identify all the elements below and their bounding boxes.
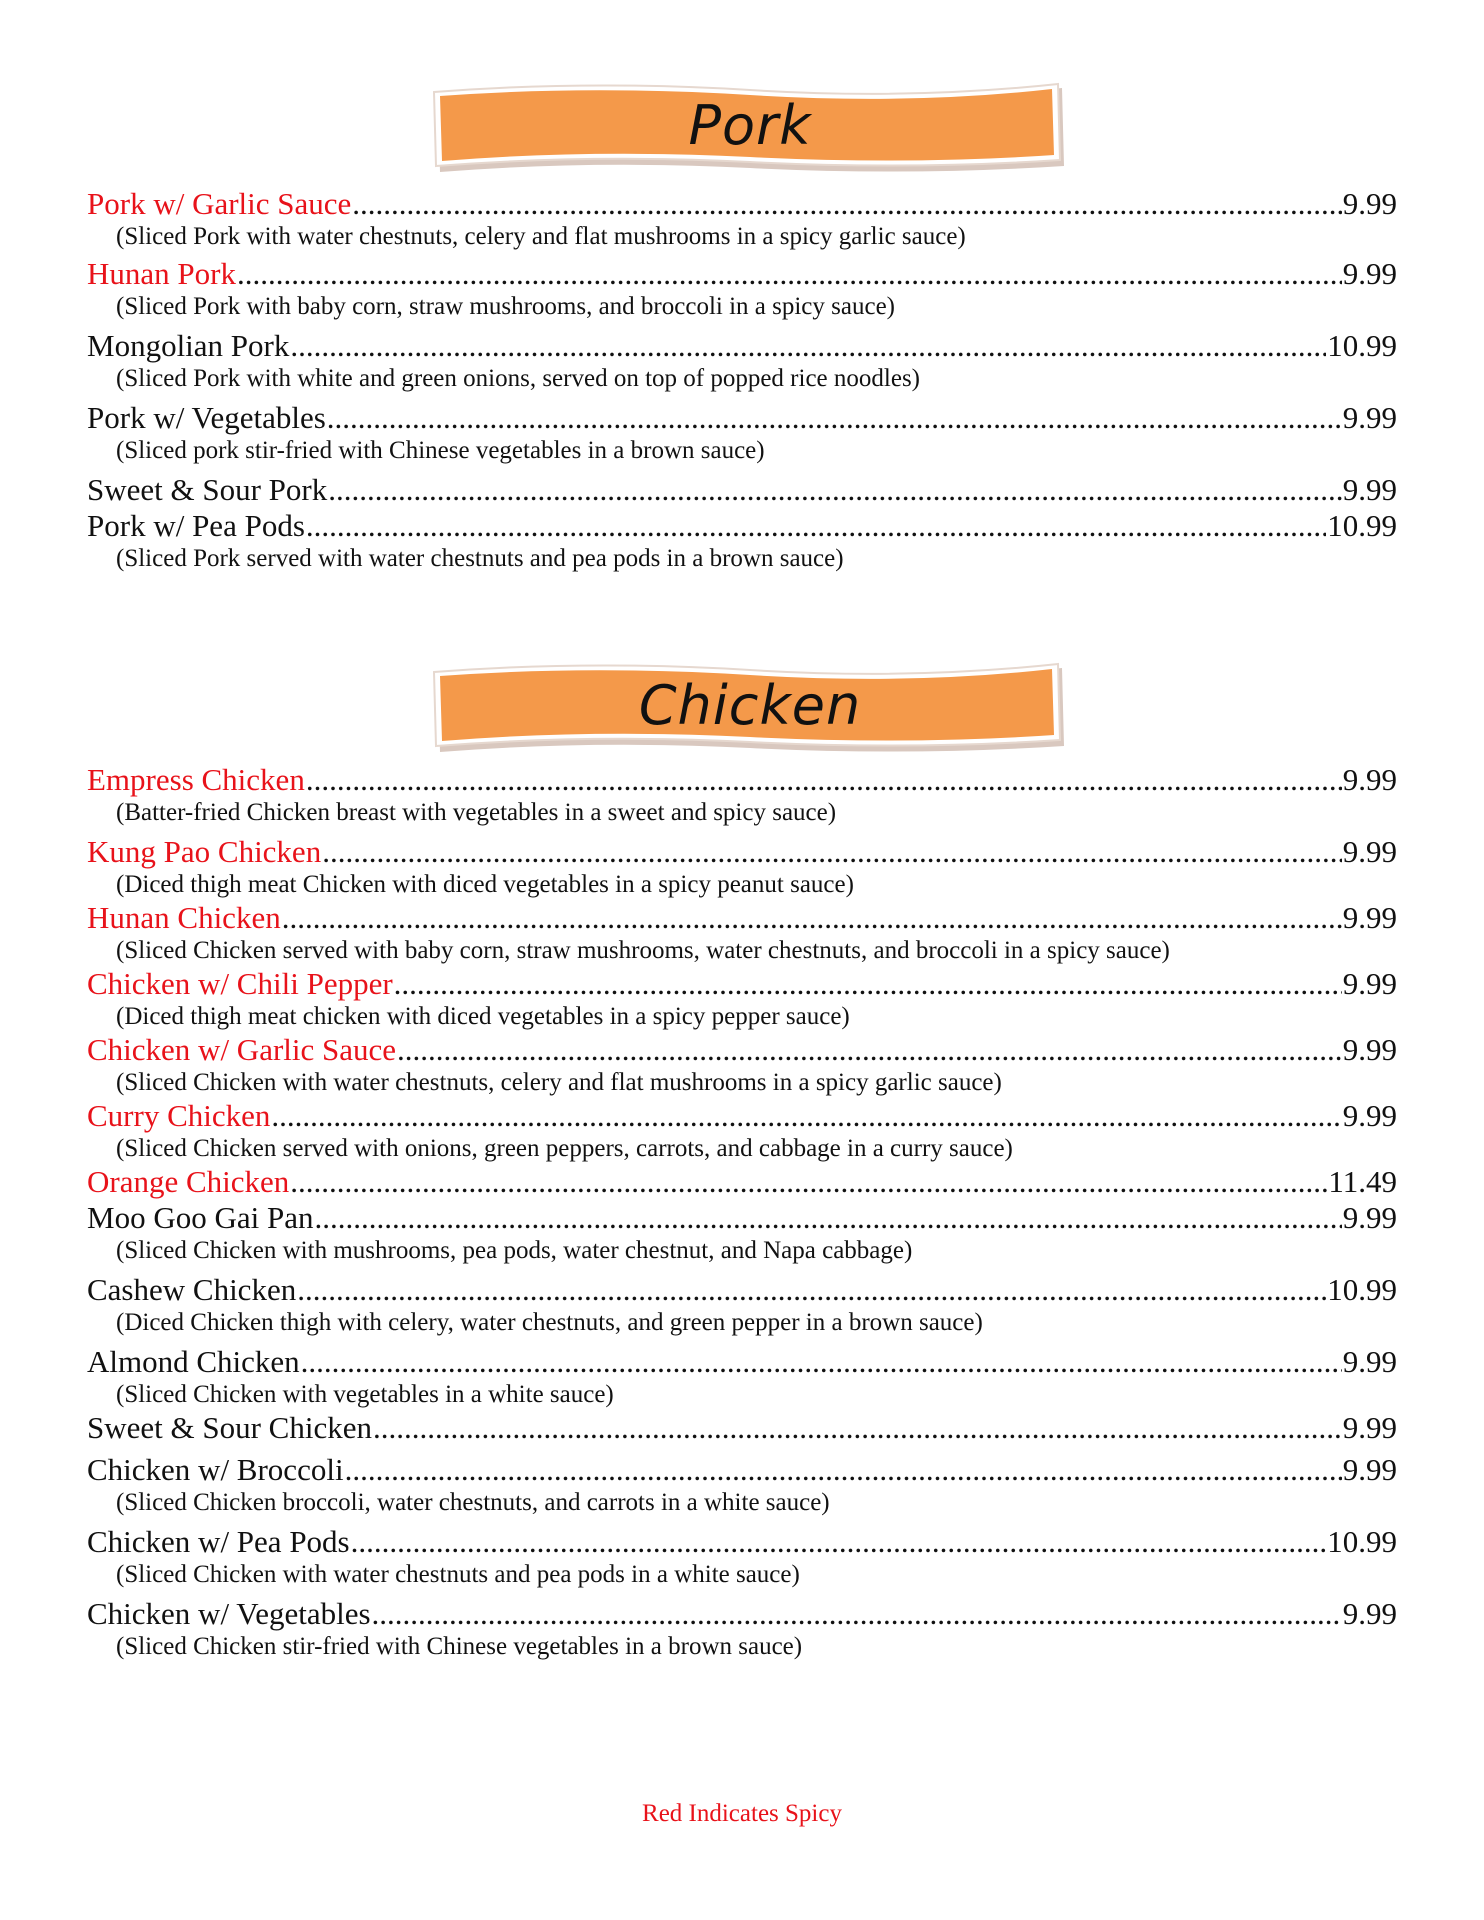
menu-item bbox=[87, 1410, 1397, 1446]
menu-item-line bbox=[87, 472, 1397, 508]
dish-description: (Batter-fried Chicken breast with vegetables in a sweet and spicy sauce) bbox=[116, 799, 837, 826]
dot-leader bbox=[271, 1098, 1341, 1134]
menu-item-line bbox=[87, 1164, 1397, 1200]
chicken-section bbox=[87, 762, 1397, 1662]
dish-name: Pork w/ Vegetables bbox=[87, 400, 326, 435]
menu-item bbox=[87, 834, 1397, 900]
dish-price: 9.99 bbox=[1342, 1344, 1397, 1379]
dish-price: 9.99 bbox=[1342, 834, 1397, 869]
dot-leader bbox=[327, 400, 1342, 436]
menu-item-line bbox=[87, 1452, 1397, 1488]
dish-name: Mongolian Pork bbox=[87, 328, 290, 363]
dish-price: 10.99 bbox=[1327, 1524, 1397, 1559]
menu-item bbox=[87, 762, 1397, 828]
dish-name: Chicken w/ Vegetables bbox=[87, 1596, 371, 1631]
dish-price: 9.99 bbox=[1342, 186, 1397, 221]
dot-leader bbox=[306, 762, 1342, 798]
pork-section bbox=[87, 186, 1397, 574]
dot-leader bbox=[301, 1344, 1342, 1380]
menu-item-line bbox=[87, 400, 1397, 436]
dot-leader bbox=[351, 1524, 1327, 1560]
menu-item-line bbox=[87, 1596, 1397, 1632]
menu-item-line bbox=[87, 1098, 1397, 1134]
dish-price: 9.99 bbox=[1342, 900, 1397, 935]
menu-item bbox=[87, 400, 1397, 466]
menu-item bbox=[87, 472, 1397, 508]
dish-name: Hunan Pork bbox=[87, 256, 236, 291]
dish-description: (Sliced Chicken stir-fried with Chinese vegetables in a brown sauce) bbox=[116, 1633, 803, 1660]
dot-leader bbox=[290, 328, 1326, 364]
menu-item-line bbox=[87, 1524, 1397, 1560]
dish-price: 9.99 bbox=[1342, 1452, 1397, 1487]
dish-description: (Diced thigh meat chicken with diced vegetables in a spicy pepper sauce) bbox=[116, 1003, 850, 1030]
dot-leader bbox=[372, 1596, 1342, 1632]
dish-description: (Sliced Pork with water chestnuts, celery and flat mushrooms in a spicy garlic sauce) bbox=[116, 223, 966, 250]
dish-price: 9.99 bbox=[1342, 1032, 1397, 1067]
menu-item bbox=[87, 508, 1397, 574]
chicken-banner bbox=[430, 662, 1070, 758]
dish-price: 9.99 bbox=[1342, 400, 1397, 435]
dot-leader bbox=[328, 472, 1342, 508]
dish-name: Chicken w/ Chili Pepper bbox=[87, 966, 393, 1001]
menu-item-line bbox=[87, 1200, 1397, 1236]
dot-leader bbox=[237, 256, 1342, 292]
dish-price: 11.49 bbox=[1328, 1164, 1397, 1199]
menu-item-line bbox=[87, 1344, 1397, 1380]
menu-item-line bbox=[87, 1272, 1397, 1308]
menu-item-line bbox=[87, 1032, 1397, 1068]
dish-name: Curry Chicken bbox=[87, 1098, 271, 1133]
menu-item-line bbox=[87, 900, 1397, 936]
dish-description: (Sliced Pork served with water chestnuts and pea pods in a brown sauce) bbox=[116, 545, 844, 572]
menu-item bbox=[87, 966, 1397, 1032]
dish-price: 9.99 bbox=[1342, 1200, 1397, 1235]
dish-name: Cashew Chicken bbox=[87, 1272, 297, 1307]
dish-name: Pork w/ Garlic Sauce bbox=[87, 186, 352, 221]
dish-name: Kung Pao Chicken bbox=[87, 834, 322, 869]
dish-price: 10.99 bbox=[1327, 328, 1397, 363]
dish-description: (Sliced Chicken served with onions, green peppers, carrots, and cabbage in a curry sauce) bbox=[116, 1135, 1013, 1162]
dish-price: 10.99 bbox=[1327, 1272, 1397, 1307]
menu-item-line bbox=[87, 508, 1397, 544]
dish-name: Almond Chicken bbox=[87, 1344, 300, 1379]
dish-description: (Sliced Chicken with mushrooms, pea pods, water chestnut, and Napa cabbage) bbox=[116, 1237, 913, 1264]
dish-price: 9.99 bbox=[1342, 256, 1397, 291]
menu-item bbox=[87, 1032, 1397, 1098]
dot-leader bbox=[282, 900, 1342, 936]
dish-name: Chicken w/ Garlic Sauce bbox=[87, 1032, 397, 1067]
menu-item-line bbox=[87, 186, 1397, 222]
spicy-legend: Red Indicates Spicy bbox=[642, 1800, 842, 1827]
dish-description: (Sliced Chicken served with baby corn, straw mushrooms, water chestnuts, and broccoli in a spicy sauce) bbox=[116, 937, 1170, 964]
dish-price: 9.99 bbox=[1342, 1596, 1397, 1631]
menu-item bbox=[87, 256, 1397, 322]
dot-leader bbox=[314, 1200, 1341, 1236]
menu-item-line bbox=[87, 256, 1397, 292]
dot-leader bbox=[394, 966, 1342, 1002]
dish-description: (Sliced Pork with baby corn, straw mushrooms, and broccoli in a spicy sauce) bbox=[116, 293, 895, 320]
dot-leader bbox=[290, 1164, 1327, 1200]
menu-item-line bbox=[87, 762, 1397, 798]
dot-leader bbox=[297, 1272, 1326, 1308]
dish-description: (Sliced pork stir-fried with Chinese vegetables in a brown sauce) bbox=[116, 437, 765, 464]
menu-item bbox=[87, 1272, 1397, 1338]
dish-name: Empress Chicken bbox=[87, 762, 305, 797]
menu-item bbox=[87, 328, 1397, 394]
dot-leader bbox=[345, 1452, 1342, 1488]
dish-name: Chicken w/ Pea Pods bbox=[87, 1524, 350, 1559]
menu-item-line bbox=[87, 834, 1397, 870]
dish-name: Hunan Chicken bbox=[87, 900, 281, 935]
dish-name: Orange Chicken bbox=[87, 1164, 290, 1199]
menu-item bbox=[87, 1344, 1397, 1410]
menu-item bbox=[87, 1524, 1397, 1590]
menu-item bbox=[87, 1200, 1397, 1266]
dot-leader bbox=[306, 508, 1326, 544]
menu-item-line bbox=[87, 328, 1397, 364]
dish-description: (Sliced Chicken with vegetables in a white sauce) bbox=[116, 1381, 614, 1408]
dish-description: (Diced thigh meat Chicken with diced vegetables in a spicy peanut sauce) bbox=[116, 871, 854, 898]
menu-item bbox=[87, 1164, 1397, 1200]
dish-name: Moo Goo Gai Pan bbox=[87, 1200, 314, 1235]
menu-item bbox=[87, 186, 1397, 252]
dish-name: Sweet & Sour Chicken bbox=[87, 1410, 372, 1445]
dish-description: (Sliced Chicken with water chestnuts, celery and flat mushrooms in a spicy garlic sauce) bbox=[116, 1069, 1002, 1096]
dot-leader bbox=[397, 1032, 1342, 1068]
menu-item bbox=[87, 1098, 1397, 1164]
dish-price: 9.99 bbox=[1342, 472, 1397, 507]
dish-description: (Diced Chicken thigh with celery, water chestnuts, and green pepper in a brown sauce) bbox=[116, 1309, 983, 1336]
dish-price: 9.99 bbox=[1342, 762, 1397, 797]
section-title: Pork bbox=[688, 93, 812, 157]
dish-description: (Sliced Pork with white and green onions, served on top of popped rice noodles) bbox=[116, 365, 920, 392]
dot-leader bbox=[373, 1410, 1342, 1446]
dish-name: Pork w/ Pea Pods bbox=[87, 508, 305, 543]
dish-price: 9.99 bbox=[1342, 1098, 1397, 1133]
dish-description: (Sliced Chicken broccoli, water chestnuts, and carrots in a white sauce) bbox=[116, 1489, 830, 1516]
dish-description: (Sliced Chicken with water chestnuts and pea pods in a white sauce) bbox=[116, 1561, 800, 1588]
dot-leader bbox=[322, 834, 1342, 870]
menu-item-line bbox=[87, 1410, 1397, 1446]
dish-name: Sweet & Sour Pork bbox=[87, 472, 328, 507]
pork-banner bbox=[430, 82, 1070, 178]
dish-price: 9.99 bbox=[1342, 966, 1397, 1001]
menu-item bbox=[87, 1596, 1397, 1662]
dish-price: 10.99 bbox=[1327, 508, 1397, 543]
menu-item-line bbox=[87, 966, 1397, 1002]
dish-name: Chicken w/ Broccoli bbox=[87, 1452, 344, 1487]
menu-item bbox=[87, 900, 1397, 966]
section-title: Chicken bbox=[638, 673, 862, 737]
dish-price: 9.99 bbox=[1342, 1410, 1397, 1445]
menu-item bbox=[87, 1452, 1397, 1518]
dot-leader bbox=[352, 186, 1341, 222]
